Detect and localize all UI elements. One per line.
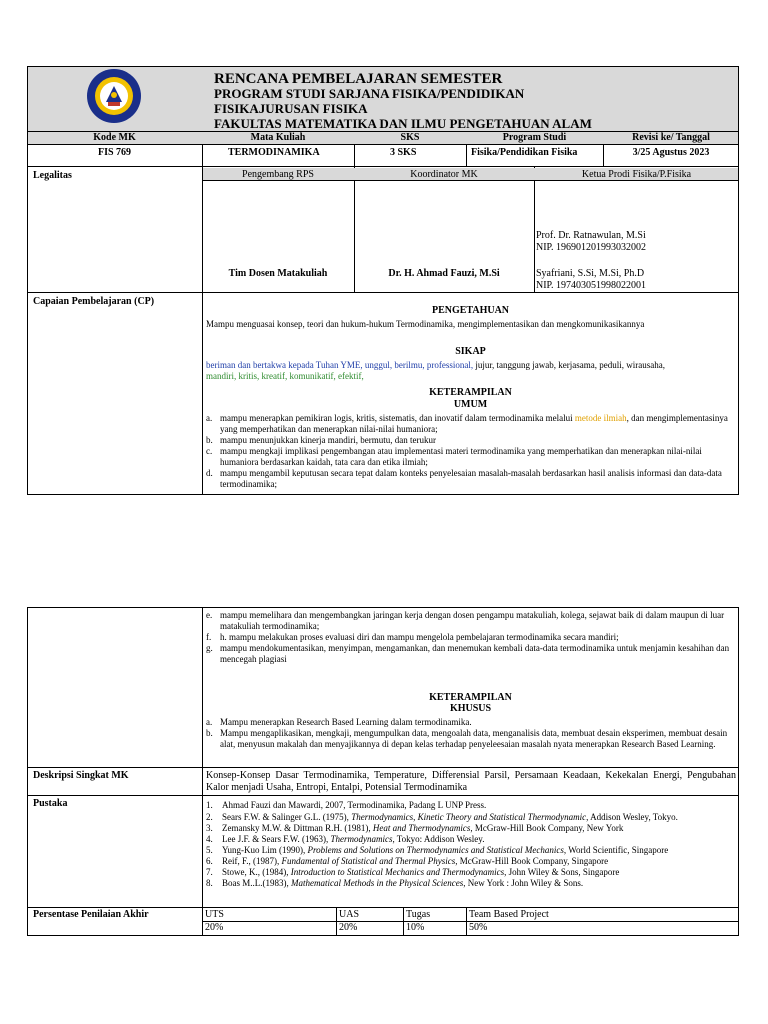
- deskripsi-label: Deskripsi Singkat MK: [33, 770, 129, 781]
- umum-list-continued: [206, 610, 736, 665]
- penilaian-header-uts: UTS: [205, 909, 224, 920]
- penilaian-value-uas: 20%: [339, 922, 358, 933]
- koordinator-name: Dr. H. Ahmad Fauzi, M.Si: [388, 268, 500, 279]
- cp-label: Capaian Pembelajaran (CP): [33, 296, 155, 307]
- legalitas-label: Legalitas: [33, 170, 72, 181]
- pengembang-name: Tim Dosen Matakuliah: [228, 268, 328, 279]
- course-header-prodi: Program Studi: [502, 132, 567, 143]
- sikap-green-text: mandiri, kritis, kreatif, komunikatif, efektif,: [206, 371, 364, 381]
- keterampilan-title: KETERAMPILAN: [429, 387, 512, 398]
- penilaian-value-uts: 20%: [205, 922, 224, 933]
- department-title: FISIKAJURUSAN FISIKA: [214, 101, 368, 116]
- deskripsi-text: Konsep-Konsep Dasar Termodinamika, Temperature, Differensial Parsil, Persamaan Keadaan, Kekekalan Energi, Pengubahan Kalor menjadi Usaha, Entropi, Entalpi, Potensial Termodinamika: [206, 770, 736, 793]
- list-item: a. Mampu menerapkan Research Based Learning dalam termodinamika.: [206, 717, 472, 727]
- list-item: 2. Sears F.W. & Salinger G.L. (1975), Thermodynamics, Kinetic Theory and Statistical Thermodynamic, Addison Wesley, Tokyo.: [206, 812, 678, 822]
- kaprodi-header: Ketua Prodi Fisika/P.Fisika: [581, 169, 692, 180]
- list-item: d. mampu mengambil keputusan secara tepat dalam konteks penyelesaian masalah-masalah berdasarkan hasil analisis informasi dan data-data termodinamika;: [206, 468, 722, 489]
- course-name: TERMODINAMIKA: [228, 147, 320, 158]
- pengembang-header: Pengembang RPS: [242, 169, 314, 180]
- pengetahuan-title: PENGETAHUAN: [431, 305, 510, 316]
- penilaian-value-tugas: 10%: [406, 922, 425, 933]
- penilaian-header-project: Team Based Project: [469, 909, 549, 920]
- pengetahuan-text: Mampu menguasai konsep, teori dan hukum-hukum Termodinamika, mengimplementasikan dan mengkomunikasikannya: [206, 319, 645, 329]
- list-item: c. mampu mengkaji implikasi pengembangan atau implementasi materi termodinamika yang memperhatikan dan menerapkan nilai-nilai humaniora berdasarkan kaidah, tata cara dan etika ilmiah;: [206, 446, 702, 467]
- sikap-blue-text: beriman dan bertakwa kepada Tuhan YME, unggul, berilmu, professional,: [206, 360, 474, 370]
- umum-title: UMUM: [453, 399, 488, 410]
- kaprodi1-nip: NIP. 196901201993032002: [536, 242, 647, 253]
- list-item: 7. Stowe, K., (1984), Introduction to Statistical Mechanics and Thermodynamics, John Wiley & Sons, Singapore: [206, 867, 620, 877]
- pustaka-list: [206, 800, 738, 889]
- list-item: 4. Lee J.F. & Sears F.W. (1963), Thermodynamics, Tokyo: Addison Wesley.: [206, 834, 485, 844]
- course-header-revisi: Revisi ke/ Tanggal: [632, 132, 710, 143]
- sikap-title: SIKAP: [455, 346, 486, 357]
- khusus-list: [206, 717, 736, 750]
- penilaian-header-tugas: Tugas: [406, 909, 431, 920]
- course-header-sks: SKS: [400, 132, 420, 143]
- program-title: PROGRAM STUDI SARJANA FISIKA/PENDIDIKAN: [214, 86, 525, 101]
- list-item: 3. Zemansky M.W. & Dittman R.H. (1981), Heat and Thermodynamics, McGraw-Hill Book Company, New York: [206, 823, 624, 833]
- course-revisi: 3/25 Agustus 2023: [632, 147, 710, 158]
- penilaian-label: Persentase Penilaian Akhir: [33, 909, 149, 920]
- penilaian-value-project: 50%: [469, 922, 488, 933]
- koordinator-header: Koordinator MK: [410, 169, 478, 180]
- list-item: e. mampu memelihara dan mengembangkan jaringan kerja dengan dosen pengampu matakuliah, kolega, sejawat baik di dalam maupun di luar matakuliah termodinamika;: [206, 610, 725, 631]
- faculty-title: FAKULTAS MATEMATIKA DAN ILMU PENGETAHUAN ALAM: [214, 116, 592, 131]
- kaprodi2-nip: NIP. 197403051998022001: [536, 280, 647, 291]
- list-item: b. Mampu mengaplikasikan, mengkaji, mengumpulkan data, mengoalah data, menganalisis data, membuat desain eksperimen, membuat desain alat, menyusun makalah dan menyajikannya di depan kelas terhadap penyeleesaian masalah nyata menerapkan Research Based Learning.: [206, 728, 728, 749]
- penilaian-header-uas: UAS: [339, 909, 360, 920]
- sikap-text: [206, 360, 736, 382]
- list-item: 6. Reif, F., (1987), Fundamental of Statistical and Thermal Physics, McGraw-Hill Book Company, Singapore: [206, 856, 609, 866]
- course-header-kode: Kode MK: [93, 132, 136, 143]
- list-item: f. h. mampu melakukan proses evaluasi diri dan mampu mengelola pembelajaran termodinamika secara mandiri;: [206, 632, 619, 642]
- course-sks: 3 SKS: [390, 147, 417, 158]
- pustaka-label: Pustaka: [33, 798, 68, 809]
- list-item: 5. Yung-Kuo Lim (1990), Problems and Solutions on Thermodynamics and Statistical Mechanics, World Scientific, Singapore: [206, 845, 669, 855]
- kaprodi1-name: Prof. Dr. Ratnawulan, M.Si: [536, 230, 646, 241]
- list-item: 1. Ahmad Fauzi dan Mawardi, 2007, Termodinamika, Padang L UNP Press.: [206, 800, 487, 810]
- course-kode: FIS 769: [97, 147, 132, 158]
- list-item: a. mampu menerapkan pemikiran logis, kritis, sistematis, dan inovatif dalam termodinamika melalui metode ilmiah, dan mengimplementasinya yang memperhatikan dan menerapkan nilai-nilai humaniora;: [206, 413, 728, 434]
- kaprodi2-name: Syafriani, S.Si, M.Si, Ph.D: [536, 268, 645, 279]
- khusus-title2: KHUSUS: [449, 703, 492, 714]
- course-prodi: Fisika/Pendidikan Fisika: [471, 147, 578, 158]
- list-item: g. mampu mendokumentasikan, menyimpan, mengamankan, dan menemukan kembali data-data termodinamika untuk menjamin kesahihan dan mencegah plagiasi: [206, 643, 730, 664]
- rps-title: RENCANA PEMBELAJARAN SEMESTER: [214, 71, 503, 87]
- list-item: b. mampu menunjukkan kinerja mandiri, bermutu, dan terukur: [206, 435, 436, 445]
- course-header-mk: Mata Kuliah: [250, 132, 306, 143]
- sikap-black-text: jujur, tanggung jawab, kerjasama, peduli, wirausaha,: [473, 360, 665, 370]
- khusus-title1: KETERAMPILAN: [429, 692, 512, 703]
- list-item: 8. Boas M..L.(1983), Mathematical Methods in the Physical Sciences, New York : John Wiley & Sons.: [206, 878, 584, 888]
- umum-list: [206, 413, 736, 490]
- university-logo: [86, 68, 142, 124]
